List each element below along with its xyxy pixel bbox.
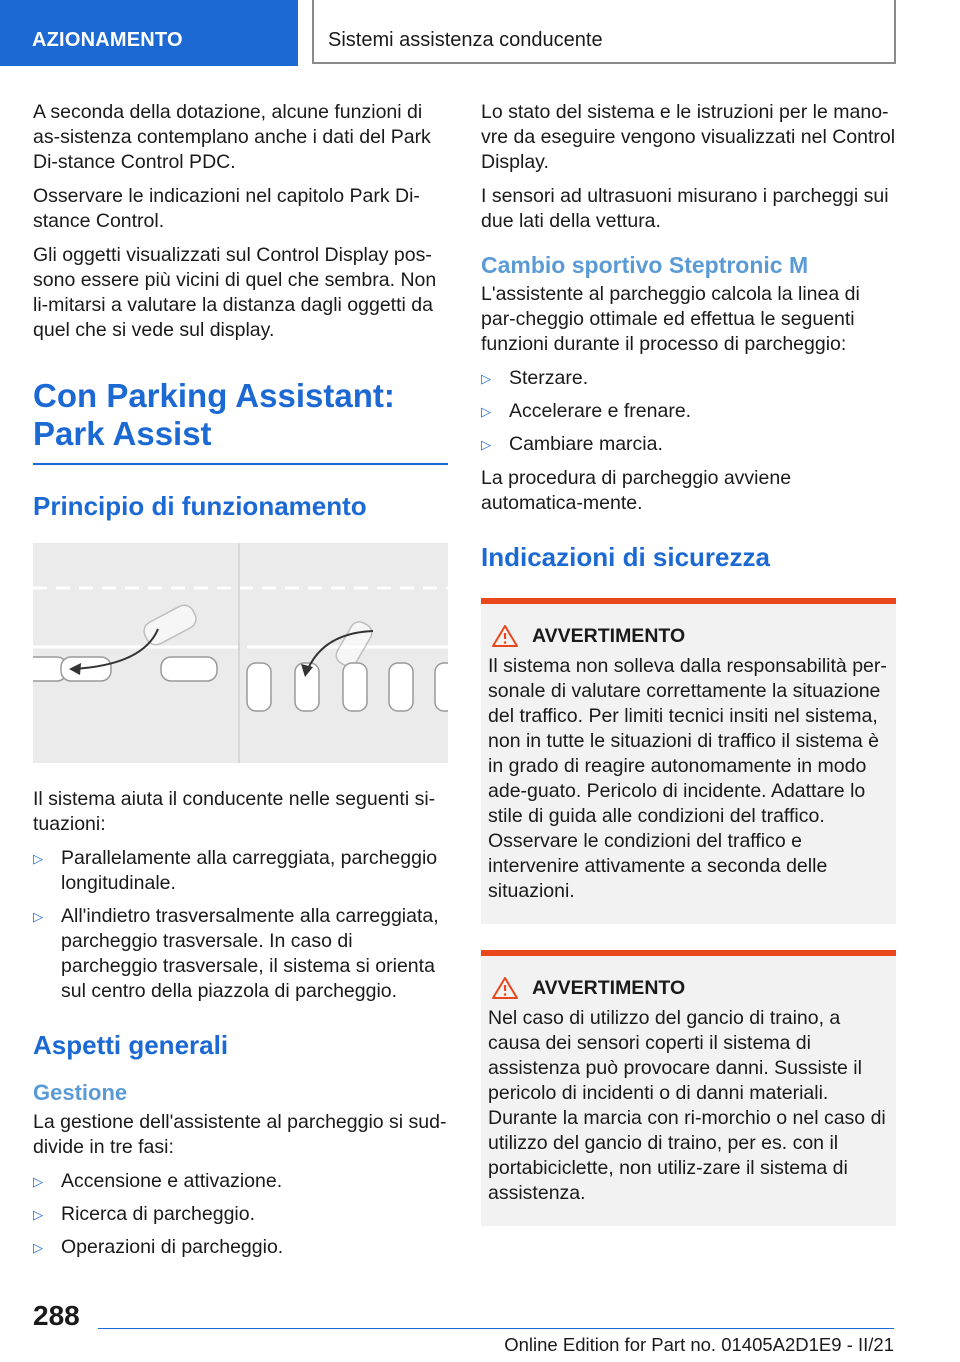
paragraph: Lo stato del sistema e le istruzioni per le mano-vre da eseguire vengono visualizzati nel Control Display. (481, 101, 896, 173)
warning-title (488, 624, 888, 648)
list-item (33, 904, 448, 1004)
warning-title-text: AVVERTIMENTO (532, 624, 686, 647)
paragraph: L'assistente al parcheggio calcola la linea di par-cheggio ottimale ed effettua le seguenti funzioni durante il processo di parcheggio: (481, 283, 860, 355)
heading-divider (33, 463, 448, 465)
list-item (481, 366, 896, 391)
heading-park-assist: Con Parking Assistant: Park Assist (33, 377, 395, 452)
bullet-list (481, 366, 896, 457)
triangle-bullet-icon: ▷ (33, 851, 43, 866)
warning-box (481, 598, 896, 924)
list-item (33, 846, 448, 896)
page-number: 288 (33, 1300, 80, 1331)
warning-box (481, 950, 896, 1226)
heading-cambio: Cambio sportivo Steptronic M (481, 252, 809, 278)
paragraph: Il sistema aiuta il conducente nelle seguenti si-tuazioni: (33, 788, 436, 835)
warning-triangle-icon (492, 976, 518, 1000)
right-column (481, 100, 896, 1252)
warning-title (488, 976, 888, 1000)
heading-sicurezza: Indicazioni di sicurezza (481, 542, 770, 572)
warning-triangle-icon (492, 624, 518, 648)
list-item-text: Sterzare. (509, 367, 589, 389)
triangle-bullet-icon: ▷ (481, 437, 491, 452)
parking-illustration (33, 543, 448, 763)
heading-principio: Principio di funzionamento (33, 491, 367, 521)
list-item (33, 1169, 448, 1194)
list-item (33, 1235, 448, 1260)
parking-diagram-svg (33, 543, 448, 763)
list-item-text: Parallelamente alla carreggiata, parcheggio longitudinale. (61, 847, 438, 894)
heading-gestione: Gestione (33, 1080, 128, 1105)
paragraph: I sensori ad ultrasuoni misurano i parcheggi sui due lati della vettura. (481, 185, 889, 232)
header-section-tab: AZIONAMENTO (0, 0, 298, 66)
list-item (33, 1202, 448, 1227)
list-item-text: Ricerca di parcheggio. (61, 1203, 256, 1225)
warning-text: Nel caso di utilizzo del gancio di traino, a causa dei sensori coperti il sistema di assistenza può provocare danni. Sussiste il pericolo di incidenti o di danni materiali. Durante la marcia con ri-morchio o nel caso di utilizzo del gancio di traino, per es. con il portabiciclette, non utiliz-zare il sistema di assistenza. (488, 1007, 886, 1204)
list-item-text: All'indietro trasversalmente alla carreggiata, parcheggio trasversale. In caso di parcheggio trasversale, il sistema si orienta sul centro della piazzola di parcheggio. (61, 905, 439, 1002)
paragraph: La gestione dell'assistente al parcheggio si sud-divide in tre fasi: (33, 1111, 447, 1158)
footer-edition: Online Edition for Part no. 01405A2D1E9 - II/21 (504, 1334, 894, 1355)
triangle-bullet-icon: ▷ (33, 909, 43, 924)
list-item-text: Accensione e attivazione. (61, 1170, 283, 1192)
list-item-text: Operazioni di parcheggio. (61, 1236, 284, 1258)
list-item (481, 432, 896, 457)
bullet-list (33, 846, 448, 1004)
triangle-bullet-icon: ▷ (481, 404, 491, 419)
heading-aspetti: Aspetti generali (33, 1030, 229, 1060)
triangle-bullet-icon: ▷ (33, 1174, 43, 1189)
bullet-list (33, 1169, 448, 1260)
triangle-bullet-icon: ▷ (33, 1207, 43, 1222)
left-column (33, 100, 448, 1269)
paragraph: Osservare le indicazioni nel capitolo Park Di-stance Control. (33, 185, 420, 232)
footer-divider (98, 1328, 894, 1329)
triangle-bullet-icon: ▷ (481, 371, 491, 386)
triangle-bullet-icon: ▷ (33, 1240, 43, 1255)
list-item-text: Cambiare marcia. (509, 433, 663, 455)
paragraph: La procedura di parcheggio avviene automatica-mente. (481, 467, 792, 514)
warning-title-text: AVVERTIMENTO (532, 976, 686, 999)
header-chapter-title: Sistemi assistenza conducente (312, 0, 896, 64)
list-item-text: Accelerare e frenare. (509, 400, 692, 422)
paragraph: Gli oggetti visualizzati sul Control Display pos-sono essere più vicini di quel che sembra. Non li-mitarsi a valutare la distanza dagli oggetti da quel che si vede sul display. (33, 244, 437, 341)
warning-text: Il sistema non solleva dalla responsabilità per-sonale di valutare correttamente la situazione del traffico. Per limiti tecnici insiti nel sistema, non in tutte le situazioni di traffico il sistema è in grado di reagire autonomamente in modo ade-guato. Pericolo di incidente. Adattare lo stile di guida alle condizioni del traffico. Osservare le condizioni del traffico e intervenire attivamente a seconda delle situazioni. (488, 655, 887, 902)
list-item (481, 399, 896, 424)
paragraph: A seconda della dotazione, alcune funzioni di as-sistenza contemplano anche i dati del Park Di-stance Control PDC. (33, 101, 431, 173)
